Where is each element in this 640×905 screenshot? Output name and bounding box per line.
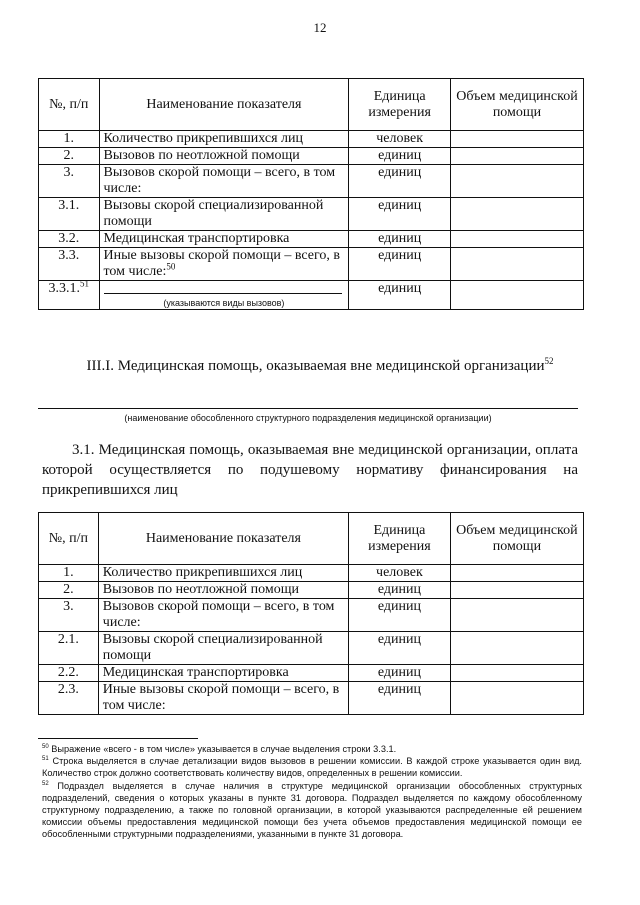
subdivision-blank-line [38,408,578,409]
volume-table-1 [38,78,584,310]
row-unit: единиц [349,281,451,310]
row-volume [450,165,583,198]
footnote-text: Строка выделяется в случае детализации видов вызовов в решении комиссии. В каждой строке указывается один вид. Количество строк должно соответствовать количеству видов, определенных в решении комиссии. [42,756,582,779]
table-row [39,565,584,582]
row-name: Количество прикрепившихся лиц [98,565,348,582]
table-row [39,582,584,599]
row-name: Иные вызовы скорой помощи – всего, в том числе:$^{50}$ [99,248,349,281]
footnote [42,780,582,841]
row-volume [450,632,583,665]
row-unit: единиц [349,248,451,281]
volume-table-2 [38,512,584,715]
row-unit: единиц [349,165,451,198]
row-volume [450,682,583,715]
fill-in-caption: (указываются виды вызовов) [163,298,285,308]
header-name: Наименование показателя [99,79,349,131]
header-volume: Объем медицинской помощи [450,513,583,565]
table-header-row [39,79,584,131]
row-name: Количество прикрепившихся лиц [99,131,349,148]
row-unit: единиц [349,599,451,632]
footnote-number: 52 [42,780,49,787]
row-num: 3.2. [39,231,100,248]
row-name: Вызовы скорой специализированной помощи [99,198,349,231]
row-num: 2.3. [39,682,99,715]
fill-in-line [104,293,343,294]
footnote [42,743,582,755]
row-num: 2.2. [39,665,99,682]
row-unit: единиц [349,665,451,682]
row-num: 3.3.1.51 [39,281,100,310]
page-number: 12 [313,20,327,35]
header-unit: Единица измерения [349,513,451,565]
section-paragraph: 3.1. Медицинская помощь, оказываемая вне медицинской организации, оплата которой осуществляется по подушевому нормативу финансирования на прикрепившихся лиц [42,442,578,498]
table-row [39,148,584,165]
row-name: Вызовов по неотложной помощи [98,582,348,599]
row-volume [450,599,583,632]
row-unit: единиц [349,231,451,248]
row-volume [450,148,583,165]
section-heading: III.I. Медицинская помощь, оказываемая вне медицинской организации$^{52}$ [86,356,554,374]
row-num: 1. [39,131,100,148]
table-header-row [39,513,584,565]
footnote-text: Подраздел выделяется в случае наличия в структуре медицинской организации обособленных структурных подразделений, сведения о которых указаны в пункте 31 договора. Подраздел выделяется по каждому обособленному структурному подразделению, а также по головной организации, в которой указываются распределенные ей решением комиссии объемы предоставления медицинской помощи без учета объемов предоставления медицинской помощи ее обособленными структурными подразделениями, указанными в пункте 31 договора. [42,780,582,840]
subdivision-caption: (наименование обособленного структурного подразделения медицинской организации) [124,413,492,423]
footnote-text: Выражение «всего - в том числе» указывается в случае выделения строки 3.3.1. [51,744,397,754]
header-num: №, п/п [39,513,99,565]
table-row [39,665,584,682]
row-num: 2.1. [39,632,99,665]
table-row [39,281,584,310]
row-num: 2. [39,582,99,599]
footnote-ref: 51 [80,278,89,289]
header-unit: Единица измерения [349,79,451,131]
row-volume [450,131,583,148]
row-name: Вызовов скорой помощи – всего, в том числе: [98,599,348,632]
row-num: 1. [39,565,99,582]
footnote-ref: 50 [166,261,176,272]
row-name: Вызовов скорой помощи – всего, в том числе: [99,165,349,198]
footnote-rule [38,738,198,739]
row-unit: единиц [349,582,451,599]
row-num: 3.1. [39,198,100,231]
row-unit: единиц [349,682,451,715]
row-name: Вызовы скорой специализированной помощи [98,632,348,665]
header-name: Наименование показателя [98,513,348,565]
row-unit: человек [349,565,451,582]
row-num: 3.3. [39,248,100,281]
row-unit: единиц [349,198,451,231]
footnote-number: 51 [42,756,49,763]
footnote-number: 50 [42,743,49,750]
row-unit: единиц [349,148,451,165]
table-row [39,599,584,632]
row-unit: единиц [349,632,451,665]
row-volume [450,665,583,682]
table-row [39,682,584,715]
row-volume [450,231,583,248]
table-row [39,131,584,148]
row-unit: человек [349,131,451,148]
header-volume: Объем медицинской помощи [450,79,583,131]
footnote [42,755,582,779]
table-row [39,165,584,198]
footnotes [42,743,582,841]
table-row [39,632,584,665]
row-volume [450,198,583,231]
table-row [39,198,584,231]
row-name-blank [99,281,349,310]
table-row [39,248,584,281]
row-name: Иные вызовы скорой помощи – всего, в том числе: [98,682,348,715]
row-num: 3. [39,599,99,632]
row-volume [450,582,583,599]
row-volume [450,248,583,281]
row-num: 2. [39,148,100,165]
header-num: №, п/п [39,79,100,131]
row-name: Медицинская транспортировка [99,231,349,248]
row-volume [450,281,583,310]
row-num: 3. [39,165,100,198]
row-name: Медицинская транспортировка [98,665,348,682]
row-name: Вызовов по неотложной помощи [99,148,349,165]
table-row [39,231,584,248]
row-volume [450,565,583,582]
